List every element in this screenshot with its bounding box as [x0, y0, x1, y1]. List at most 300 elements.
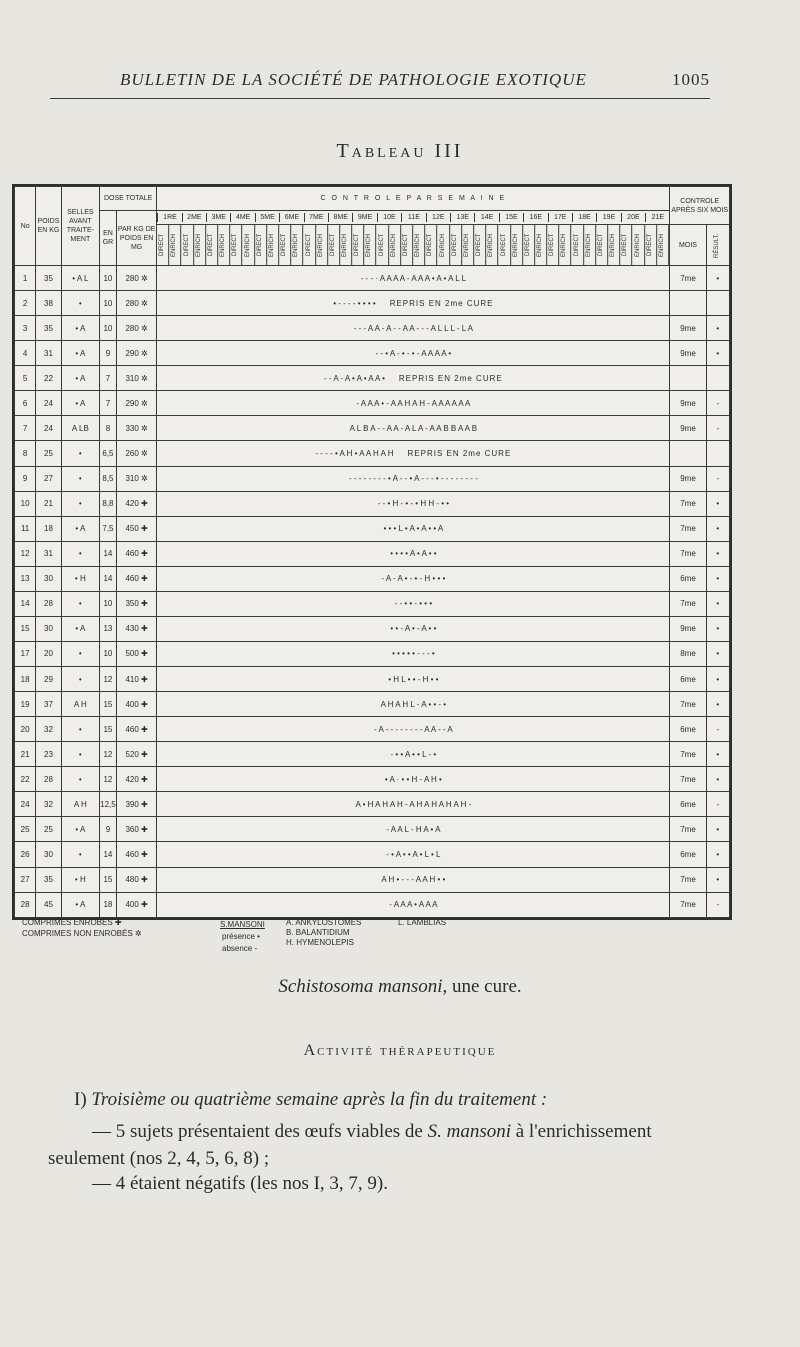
- cell-mg: 310 ✲: [116, 366, 156, 391]
- week-label: 6ME: [279, 213, 303, 222]
- table-row: [15, 842, 730, 867]
- week-label: 11E: [401, 213, 425, 222]
- cell-gr: 9: [99, 817, 116, 842]
- weekly-marks: - A A L - H A • A: [386, 824, 441, 834]
- cell-kg: 35: [36, 316, 61, 341]
- sub-label-enrich: ENRICH: [462, 225, 474, 265]
- weekly-marks: - - - · A A A A - A A A • A • A L L: [360, 273, 467, 283]
- cell-mg: 520 ✚: [116, 742, 156, 767]
- sub-label-enrich: ENRICH: [486, 225, 498, 265]
- cell-selles: •: [61, 591, 99, 616]
- week-label: 20E: [621, 213, 645, 222]
- cell-kg: 37: [36, 692, 61, 717]
- sub-label-direct: DIRECT: [352, 225, 364, 265]
- weekly-marks: - • A • • A • L • L: [386, 849, 441, 859]
- sub-label-direct: DIRECT: [377, 225, 389, 265]
- sub-label-direct: DIRECT: [645, 225, 657, 265]
- weekly-marks: A • H A H A H - A H A H A H A H -: [355, 799, 472, 809]
- table-row: [15, 742, 730, 767]
- sub-label-direct: DIRECT: [328, 225, 340, 265]
- col-en-gr: EN GR: [99, 211, 116, 266]
- sub-label-direct: DIRECT: [474, 225, 486, 265]
- cell-no: 9: [15, 466, 36, 491]
- cell-gr: 10: [99, 266, 116, 291]
- running-header: [50, 70, 710, 99]
- cell-no: 17: [15, 641, 36, 666]
- cell-gr: 10: [99, 316, 116, 341]
- cell-selles: • A: [61, 391, 99, 416]
- cell-weekly-marks: [157, 441, 670, 466]
- table-row: [15, 466, 730, 491]
- cell-gr: 7,5: [99, 516, 116, 541]
- cell-result: •: [706, 742, 729, 767]
- week-label: 2ME: [182, 213, 206, 222]
- table-row: [15, 341, 730, 366]
- cell-kg: 20: [36, 641, 61, 666]
- cell-selles: •: [61, 441, 99, 466]
- cell-selles: • A: [61, 516, 99, 541]
- weekly-marks: • • • • A • A • •: [390, 549, 437, 559]
- cell-no: 15: [15, 616, 36, 641]
- cell-kg: 24: [36, 391, 61, 416]
- cell-mois: 6me: [670, 842, 706, 867]
- weekly-marks: - - - A A - A - - A A - - - A L L L - L A: [353, 323, 474, 333]
- cell-mg: 410 ✚: [116, 667, 156, 692]
- sub-label-direct: DIRECT: [279, 225, 291, 265]
- weekly-marks: A L B A - - A A - A L A - A A B B A A B: [349, 423, 478, 433]
- cell-mg: 280 ✲: [116, 291, 156, 316]
- cell-mois: 9me: [670, 616, 706, 641]
- cell-no: 22: [15, 767, 36, 792]
- cell-kg: 25: [36, 817, 61, 842]
- sub-label-enrich: ENRICH: [584, 225, 596, 265]
- cell-gr: 18: [99, 892, 116, 917]
- cell-gr: 10: [99, 591, 116, 616]
- cell-result: •: [706, 566, 729, 591]
- cell-gr: 12,5: [99, 792, 116, 817]
- sub-label-enrich: ENRICH: [657, 225, 669, 265]
- cell-no: 27: [15, 867, 36, 892]
- table-row: [15, 892, 730, 917]
- col-dose: DOSE TOTALE: [99, 187, 156, 211]
- sub-label-enrich: ENRICH: [389, 225, 401, 265]
- table-row: [15, 667, 730, 692]
- cell-gr: 8,8: [99, 491, 116, 516]
- cell-mois: 7me: [670, 767, 706, 792]
- cell-mois: 8me: [670, 641, 706, 666]
- cell-mg: 360 ✚: [116, 817, 156, 842]
- cell-mois: 7me: [670, 867, 706, 892]
- legend-balantidium: B. BALANTIDIUM: [286, 928, 350, 937]
- legend-lamblias: L. LAMBLIAS: [398, 918, 447, 927]
- cell-selles: A H: [61, 692, 99, 717]
- page-number: 1005: [672, 70, 710, 89]
- cell-no: 6: [15, 391, 36, 416]
- cell-kg: 22: [36, 366, 61, 391]
- cell-result: -: [706, 892, 729, 917]
- week-label: 15E: [499, 213, 523, 222]
- table-row: [15, 291, 730, 316]
- cell-gr: 10: [99, 291, 116, 316]
- cell-mois: 7me: [670, 516, 706, 541]
- paragraph-2: [48, 1118, 708, 1172]
- paragraph-2-a: — 5 sujets présentaient des œufs viables de: [92, 1121, 428, 1142]
- cell-mois: 9me: [670, 341, 706, 366]
- cell-kg: 28: [36, 767, 61, 792]
- cell-mg: 280 ✲: [116, 266, 156, 291]
- cell-no: 13: [15, 566, 36, 591]
- cell-mg: 260 ✲: [116, 441, 156, 466]
- cell-mg: 480 ✚: [116, 867, 156, 892]
- table-row: [15, 491, 730, 516]
- cell-weekly-marks: [157, 541, 670, 566]
- table-row: [15, 792, 730, 817]
- sub-label-enrich: ENRICH: [218, 225, 230, 265]
- cell-note: REPRIS EN 2me CURE: [398, 373, 503, 383]
- sub-label-enrich: ENRICH: [194, 225, 206, 265]
- cell-selles: A H: [61, 792, 99, 817]
- table-row: [15, 366, 730, 391]
- weekly-marks: - - A - A • A • A A •: [324, 373, 385, 383]
- cell-mg: 460 ✚: [116, 566, 156, 591]
- cell-kg: 32: [36, 792, 61, 817]
- cell-weekly-marks: [157, 416, 670, 441]
- sub-label-direct: DIRECT: [255, 225, 267, 265]
- week-label: 3ME: [206, 213, 230, 222]
- cell-no: 21: [15, 742, 36, 767]
- cell-no: 8: [15, 441, 36, 466]
- weekly-marks: • • • L • A • A • • A: [383, 524, 444, 534]
- cell-selles: • A: [61, 341, 99, 366]
- col-poids: POIDS EN KG: [36, 187, 61, 266]
- results-table: [12, 184, 732, 920]
- cell-mg: 450 ✚: [116, 516, 156, 541]
- cell-kg: 31: [36, 541, 61, 566]
- cell-mois: 9me: [670, 466, 706, 491]
- cell-weekly-marks: [157, 692, 670, 717]
- cell-gr: 7: [99, 391, 116, 416]
- weekly-marks: • A · • • H - A H •: [384, 774, 442, 784]
- cell-weekly-marks: [157, 291, 670, 316]
- sub-label-direct: DIRECT: [304, 225, 316, 265]
- cell-kg: 30: [36, 566, 61, 591]
- cell-selles: •: [61, 717, 99, 742]
- table-row: [15, 441, 730, 466]
- cell-gr: 14: [99, 566, 116, 591]
- cell-gr: 15: [99, 867, 116, 892]
- week-label: 10E: [377, 213, 401, 222]
- cell-weekly-marks: [157, 842, 670, 867]
- cell-result: •: [706, 767, 729, 792]
- cell-mois: 7me: [670, 591, 706, 616]
- cell-mg: 400 ✚: [116, 692, 156, 717]
- sub-label-enrich: ENRICH: [535, 225, 547, 265]
- weekly-marks: - - • H - • - • H H - • •: [377, 499, 450, 509]
- sub-label-enrich: ENRICH: [511, 225, 523, 265]
- table-row: [15, 566, 730, 591]
- cell-selles: • A: [61, 616, 99, 641]
- table-row: [15, 717, 730, 742]
- cell-selles: • A: [61, 366, 99, 391]
- cell-gr: 7: [99, 366, 116, 391]
- table-row: [15, 591, 730, 616]
- weekly-marks: - - • • - • • •: [394, 599, 433, 609]
- table-row: [15, 391, 730, 416]
- col-no: No: [15, 187, 36, 266]
- cell-selles: • H: [61, 867, 99, 892]
- cell-gr: 6,5: [99, 441, 116, 466]
- sub-label-direct: DIRECT: [572, 225, 584, 265]
- sub-label-direct: DIRECT: [206, 225, 218, 265]
- cell-kg: 30: [36, 616, 61, 641]
- legend-s-mansoni: S.MANSONI: [220, 920, 265, 929]
- cell-no: 1: [15, 266, 36, 291]
- cell-mg: 280 ✲: [116, 316, 156, 341]
- cell-kg: 38: [36, 291, 61, 316]
- cell-mois: 6me: [670, 667, 706, 692]
- paragraph-1-number: I): [74, 1089, 87, 1110]
- cell-weekly-marks: [157, 341, 670, 366]
- cell-mg: 420 ✚: [116, 767, 156, 792]
- weekly-marks: • - - - - • • • •: [333, 298, 376, 308]
- cell-no: 7: [15, 416, 36, 441]
- cell-weekly-marks: [157, 391, 670, 416]
- weeks-header: [157, 211, 670, 225]
- cell-result: -: [706, 416, 729, 441]
- cell-weekly-marks: [157, 466, 670, 491]
- cell-mois: 9me: [670, 391, 706, 416]
- cell-selles: •: [61, 466, 99, 491]
- weekly-marks: • H L • • - H • •: [388, 674, 439, 684]
- cell-weekly-marks: [157, 817, 670, 842]
- cell-no: 10: [15, 491, 36, 516]
- cell-mg: 400 ✚: [116, 892, 156, 917]
- week-label: 21E: [645, 213, 669, 222]
- cell-no: 28: [15, 892, 36, 917]
- week-label: 16E: [523, 213, 547, 222]
- sub-label-enrich: ENRICH: [316, 225, 328, 265]
- sub-label-direct: DIRECT: [596, 225, 608, 265]
- cell-weekly-marks: [157, 316, 670, 341]
- cell-kg: 27: [36, 466, 61, 491]
- legend-presence: présence •: [222, 932, 260, 941]
- cell-mg: 290 ✲: [116, 341, 156, 366]
- cell-gr: 13: [99, 616, 116, 641]
- paragraph-2-species: S. mansoni: [427, 1121, 511, 1142]
- cell-mg: 290 ✲: [116, 391, 156, 416]
- cell-result: [706, 291, 729, 316]
- cell-weekly-marks: [157, 742, 670, 767]
- cell-result: •: [706, 341, 729, 366]
- cell-kg: 29: [36, 667, 61, 692]
- sub-label-enrich: ENRICH: [291, 225, 303, 265]
- cell-mois: 9me: [670, 316, 706, 341]
- sub-label-enrich: ENRICH: [340, 225, 352, 265]
- cell-kg: 35: [36, 867, 61, 892]
- cell-selles: •: [61, 667, 99, 692]
- cell-gr: 14: [99, 541, 116, 566]
- data-table: [14, 186, 730, 918]
- sub-label-direct: DIRECT: [401, 225, 413, 265]
- week-label: 17E: [548, 213, 572, 222]
- cell-kg: 18: [36, 516, 61, 541]
- cell-weekly-marks: [157, 641, 670, 666]
- week-label: 14E: [474, 213, 498, 222]
- sub-label-direct: DIRECT: [425, 225, 437, 265]
- cell-no: 18: [15, 667, 36, 692]
- cell-mg: 500 ✚: [116, 641, 156, 666]
- cell-result: •: [706, 692, 729, 717]
- cell-selles: • A: [61, 892, 99, 917]
- cell-kg: 25: [36, 441, 61, 466]
- weekly-marks: - - - - • A H • A A H A H: [315, 448, 394, 458]
- cell-no: 19: [15, 692, 36, 717]
- week-label: 18E: [572, 213, 596, 222]
- col-par-kg: PAR KG DE POIDS EN MG: [116, 211, 156, 266]
- weekly-marks: A H • - - - A A H • •: [381, 875, 446, 885]
- cell-gr: 12: [99, 667, 116, 692]
- figure-caption: [0, 976, 800, 998]
- col-controle: C O N T R O L E P A R S E M A I N E: [157, 187, 670, 211]
- cell-selles: •: [61, 641, 99, 666]
- table-row: [15, 316, 730, 341]
- cell-no: 12: [15, 541, 36, 566]
- cell-weekly-marks: [157, 792, 670, 817]
- cell-kg: 21: [36, 491, 61, 516]
- cell-mg: 350 ✚: [116, 591, 156, 616]
- cell-mois: 9me: [670, 416, 706, 441]
- cell-result: •: [706, 817, 729, 842]
- cell-kg: 24: [36, 416, 61, 441]
- cell-weekly-marks: [157, 867, 670, 892]
- cell-mois: [670, 441, 706, 466]
- col-result: RÉSULT.: [706, 225, 729, 266]
- cell-weekly-marks: [157, 516, 670, 541]
- cell-mois: [670, 366, 706, 391]
- weekly-marks: - A A A • - A A H A H - A A A A A A: [356, 398, 471, 408]
- sub-label-direct: DIRECT: [547, 225, 559, 265]
- cell-selles: • A: [61, 316, 99, 341]
- week-label: 12E: [426, 213, 450, 222]
- cell-weekly-marks: [157, 667, 670, 692]
- cell-result: •: [706, 316, 729, 341]
- cell-result: [706, 441, 729, 466]
- weekly-marks: - - - - - - - - • A - - • A - - - • - - - - - - - -: [348, 474, 478, 484]
- sub-label-enrich: ENRICH: [267, 225, 279, 265]
- weekly-marks: - - • A - • - • - A A A A •: [375, 348, 452, 358]
- sub-label-enrich: ENRICH: [243, 225, 255, 265]
- sub-label-enrich: ENRICH: [608, 225, 620, 265]
- table-legend: [22, 918, 722, 958]
- cell-no: 11: [15, 516, 36, 541]
- cell-selles: • A: [61, 817, 99, 842]
- cell-selles: •: [61, 541, 99, 566]
- weekly-marks: - A A A • A A A: [389, 900, 438, 910]
- weekly-marks: - A - A • - • - H • • •: [381, 574, 446, 584]
- cell-result: -: [706, 391, 729, 416]
- cell-no: 5: [15, 366, 36, 391]
- week-label: 4ME: [230, 213, 254, 222]
- cell-selles: •: [61, 767, 99, 792]
- legend-enrobes: COMPRIMES ENROBÉS ✚: [22, 918, 122, 927]
- cell-mg: 460 ✚: [116, 842, 156, 867]
- cell-mg: 420 ✚: [116, 491, 156, 516]
- cell-mois: [670, 291, 706, 316]
- cell-kg: 28: [36, 591, 61, 616]
- sub-label-direct: DIRECT: [182, 225, 194, 265]
- cell-weekly-marks: [157, 892, 670, 917]
- legend-non-enrobes: COMPRIMES NON ENROBÉS ✲: [22, 929, 142, 938]
- cell-no: 4: [15, 341, 36, 366]
- section-title: Activité thérapeutique: [303, 1042, 497, 1059]
- cell-mois: 7me: [670, 892, 706, 917]
- sub-label-direct: DIRECT: [499, 225, 511, 265]
- week-label: 19E: [596, 213, 620, 222]
- weekly-marks: A H A H L - A • • - •: [380, 699, 447, 709]
- cell-result: •: [706, 491, 729, 516]
- cell-result: •: [706, 541, 729, 566]
- table-row: [15, 867, 730, 892]
- cell-weekly-marks: [157, 266, 670, 291]
- legend-hymenolepis: H. HYMENOLEPIS: [286, 938, 355, 947]
- cell-gr: 15: [99, 692, 116, 717]
- cell-selles: A LB: [61, 416, 99, 441]
- sub-label-enrich: ENRICH: [169, 225, 181, 265]
- cell-mg: 330 ✲: [116, 416, 156, 441]
- legend-ankylostomes: A. ANKYLOSTOMES: [286, 918, 362, 927]
- cell-weekly-marks: [157, 616, 670, 641]
- col-mois: MOIS: [670, 225, 706, 266]
- cell-result: •: [706, 616, 729, 641]
- cell-gr: 12: [99, 767, 116, 792]
- cell-mois: 7me: [670, 817, 706, 842]
- table-row: [15, 767, 730, 792]
- cell-weekly-marks: [157, 767, 670, 792]
- cell-mg: 310 ✲: [116, 466, 156, 491]
- cell-no: 26: [15, 842, 36, 867]
- cell-kg: 32: [36, 717, 61, 742]
- caption-species: Schistosoma mansoni: [278, 976, 443, 997]
- sub-label-direct: DIRECT: [523, 225, 535, 265]
- table-title: Tableau III: [336, 140, 464, 162]
- cell-result: •: [706, 516, 729, 541]
- cell-mg: 390 ✚: [116, 792, 156, 817]
- cell-result: [706, 366, 729, 391]
- cell-no: 25: [15, 817, 36, 842]
- table-row: [15, 641, 730, 666]
- sub-label-enrich: ENRICH: [364, 225, 376, 265]
- sub-label-direct: DIRECT: [620, 225, 632, 265]
- cell-no: 3: [15, 316, 36, 341]
- cell-weekly-marks: [157, 566, 670, 591]
- cell-kg: 45: [36, 892, 61, 917]
- week-label: 8ME: [328, 213, 352, 222]
- cell-kg: 35: [36, 266, 61, 291]
- weekly-marks: • • - A • - A • •: [390, 624, 437, 634]
- cell-selles: •: [61, 742, 99, 767]
- cell-gr: 8: [99, 416, 116, 441]
- cell-result: •: [706, 867, 729, 892]
- cell-selles: •: [61, 491, 99, 516]
- week-label: 7ME: [304, 213, 328, 222]
- col-selles: SELLES AVANT TRAITE- MENT: [61, 187, 99, 266]
- paragraph-2-c: à l'enrichissement seulement (nos 2, 4, 5, 6, 8) ;: [48, 1121, 652, 1169]
- cell-no: 24: [15, 792, 36, 817]
- cell-result: -: [706, 792, 729, 817]
- cell-mois: 7me: [670, 541, 706, 566]
- table-row: [15, 266, 730, 291]
- sub-label-enrich: ENRICH: [438, 225, 450, 265]
